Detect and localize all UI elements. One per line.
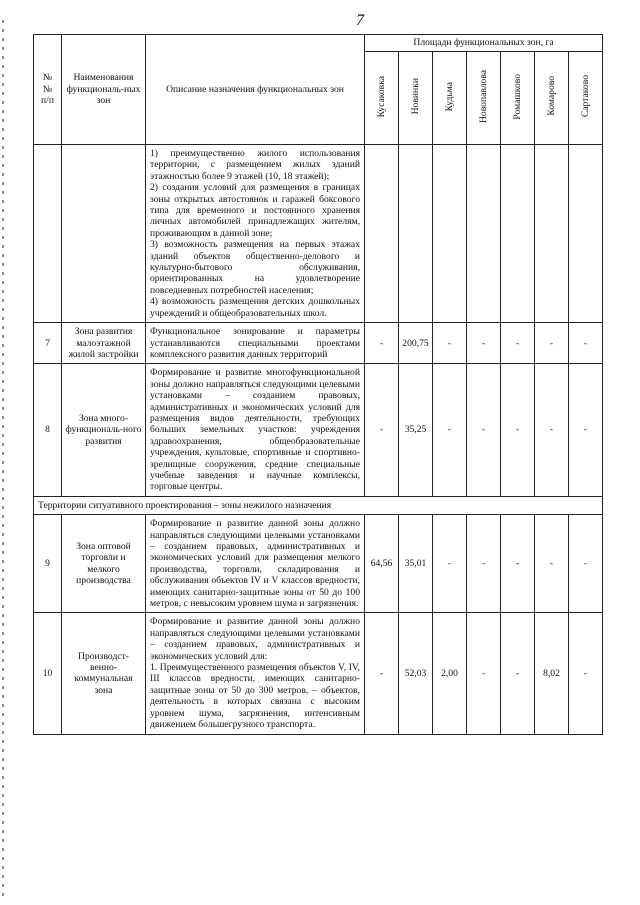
margin-mark <box>2 371 4 374</box>
area-value <box>399 145 433 323</box>
area-value: - <box>569 613 603 734</box>
settlement-label: Комарово <box>545 76 557 117</box>
area-value: - <box>501 515 535 613</box>
margin-mark <box>2 515 4 518</box>
margin-mark <box>2 731 4 734</box>
margin-mark <box>2 101 4 104</box>
settlement-label: Кусаковка <box>375 75 387 117</box>
margin-mark <box>2 533 4 536</box>
row-number: 9 <box>34 515 62 613</box>
margin-mark <box>2 308 4 311</box>
table-row <box>34 613 603 734</box>
margin-mark <box>2 587 4 590</box>
header-settlement <box>467 52 501 145</box>
margin-mark <box>2 758 4 761</box>
area-value <box>365 145 399 323</box>
margin-mark <box>2 461 4 464</box>
area-value: - <box>433 515 467 613</box>
header-settlement <box>399 52 433 145</box>
margin-mark <box>2 893 4 896</box>
margin-mark <box>2 443 4 446</box>
area-value: - <box>501 613 535 734</box>
margin-mark <box>2 605 4 608</box>
area-value: - <box>535 323 569 364</box>
zone-description: Функциональное зонирование и параметры устанавливаются специальными проектами комплексного развития данных территорий <box>146 323 365 364</box>
zone-description: Формирование и развитие данной зоны должно направляться следующими целевыми установками – созданием правовых, административных и экономических условий для размещения мелкого производства, торговли, складирования и обслуживания объектов IV и V классов вредности, имеющих санитарно-защитные зоны от 50 до 100 метров, с невысоким уровнем шума и загрязнения. <box>146 515 365 613</box>
margin-mark <box>2 146 4 149</box>
area-value: - <box>569 515 603 613</box>
zone-description: 1) преимущественно жилого использования территории, с размещением жилых зданий этажностью более 9 этажей (10, 18 этажей); 2) создания условий для размещения в границах зоны открытых автостоянок и гаражей боксового типа для временного и постоянного хранения личных автомобилей принадлежащих жителям, проживающим в данной зоне; 3) возможность размещения на первых этажах зданий объектов общественно-делового и культурно-бытового обслуживания, ориентированных на удовлетворение повседневных потребностей населения; 4) возможность размещения детских дошкольных учреждений и общеобразовательных школ. <box>146 145 365 323</box>
margin-mark <box>2 407 4 410</box>
margin-mark <box>2 524 4 527</box>
area-value: 2,00 <box>433 613 467 734</box>
area-value: - <box>535 515 569 613</box>
margin-mark <box>2 677 4 680</box>
margin-mark <box>2 812 4 815</box>
margin-mark <box>2 794 4 797</box>
margin-mark <box>2 20 4 23</box>
zone-name: Производст-венно-коммунальная зона <box>62 613 146 734</box>
margin-mark <box>2 173 4 176</box>
area-value <box>501 145 535 323</box>
margin-mark <box>2 569 4 572</box>
margin-mark <box>2 650 4 653</box>
margin-mark <box>2 272 4 275</box>
margin-mark <box>2 92 4 95</box>
margin-mark <box>2 398 4 401</box>
margin-mark <box>2 497 4 500</box>
scan-margin-marks <box>2 0 6 905</box>
area-value: 35,25 <box>399 364 433 496</box>
zone-name: Зона оптовой торговли и мелкого производства <box>62 515 146 613</box>
area-value: - <box>467 613 501 734</box>
row-number: 8 <box>34 364 62 496</box>
area-value <box>535 145 569 323</box>
margin-mark <box>2 623 4 626</box>
area-value: - <box>433 323 467 364</box>
margin-mark <box>2 182 4 185</box>
margin-mark <box>2 470 4 473</box>
margin-mark <box>2 281 4 284</box>
margin-mark <box>2 857 4 860</box>
area-value: 35,01 <box>399 515 433 613</box>
margin-mark <box>2 425 4 428</box>
header-areas: Площади функциональных зон, га <box>365 35 603 52</box>
header-description: Описание назначения функциональных зон <box>146 35 365 145</box>
margin-mark <box>2 218 4 221</box>
margin-mark <box>2 821 4 824</box>
row-number <box>34 145 62 323</box>
margin-mark <box>2 875 4 878</box>
area-value: 200,75 <box>399 323 433 364</box>
area-value: - <box>535 364 569 496</box>
margin-mark <box>2 596 4 599</box>
margin-mark <box>2 551 4 554</box>
area-value: - <box>365 364 399 496</box>
margin-mark <box>2 335 4 338</box>
margin-mark <box>2 542 4 545</box>
margin-mark <box>2 317 4 320</box>
margin-mark <box>2 191 4 194</box>
margin-mark <box>2 632 4 635</box>
area-value <box>467 145 501 323</box>
margin-mark <box>2 686 4 689</box>
margin-mark <box>2 641 4 644</box>
margin-mark <box>2 200 4 203</box>
area-value: - <box>467 364 501 496</box>
area-value: 52,03 <box>399 613 433 734</box>
header-row <box>34 35 603 52</box>
table-row <box>34 323 603 364</box>
margin-mark <box>2 479 4 482</box>
settlement-label: Сартаково <box>579 75 591 118</box>
margin-mark <box>2 668 4 671</box>
margin-mark <box>2 722 4 725</box>
margin-mark <box>2 47 4 50</box>
margin-mark <box>2 488 4 491</box>
area-value: - <box>501 364 535 496</box>
header-settlement <box>569 52 603 145</box>
area-value <box>569 145 603 323</box>
margin-mark <box>2 254 4 257</box>
margin-mark <box>2 380 4 383</box>
margin-mark <box>2 290 4 293</box>
area-value: - <box>569 364 603 496</box>
zones-table <box>33 34 603 735</box>
header-settlement <box>535 52 569 145</box>
page-number: 7 <box>356 12 364 29</box>
margin-mark <box>2 578 4 581</box>
margin-mark <box>2 74 4 77</box>
margin-mark <box>2 245 4 248</box>
margin-mark <box>2 866 4 869</box>
area-value: - <box>501 323 535 364</box>
header-num: № № п/п <box>34 35 62 145</box>
margin-mark <box>2 128 4 131</box>
area-value: - <box>365 613 399 734</box>
margin-mark <box>2 155 4 158</box>
area-value: 64,56 <box>365 515 399 613</box>
margin-mark <box>2 560 4 563</box>
margin-mark <box>2 803 4 806</box>
margin-mark <box>2 29 4 32</box>
margin-mark <box>2 65 4 68</box>
area-value <box>433 145 467 323</box>
settlement-label: Новопавлова <box>477 69 489 123</box>
margin-mark <box>2 506 4 509</box>
margin-mark <box>2 83 4 86</box>
margin-mark <box>2 704 4 707</box>
table-row <box>34 145 603 323</box>
margin-mark <box>2 884 4 887</box>
area-value: - <box>569 323 603 364</box>
margin-mark <box>2 830 4 833</box>
settlement-label: Ромашково <box>511 73 523 120</box>
margin-mark <box>2 353 4 356</box>
margin-mark <box>2 740 4 743</box>
margin-mark <box>2 659 4 662</box>
margin-mark <box>2 263 4 266</box>
margin-mark <box>2 110 4 113</box>
row-number: 10 <box>34 613 62 734</box>
header-settlement <box>365 52 399 145</box>
margin-mark <box>2 785 4 788</box>
row-number: 7 <box>34 323 62 364</box>
zone-name: Зона развития малоэтажной жилой застройки <box>62 323 146 364</box>
margin-mark <box>2 326 4 329</box>
section-row <box>34 496 603 514</box>
margin-mark <box>2 848 4 851</box>
margin-mark <box>2 767 4 770</box>
margin-mark <box>2 299 4 302</box>
margin-mark <box>2 749 4 752</box>
margin-mark <box>2 695 4 698</box>
margin-mark <box>2 389 4 392</box>
margin-mark <box>2 227 4 230</box>
zone-description: Формирование и развитие многофункциональной зоны должно направляться следующими целевыми установками – созданием правовых, административных и экономических условий для размещения видов деятельности, требующих больших земельных участков: учреждения здравоохранения, общеобразовательные учреждения, культовые, спортивные и спортивно-зрелищные сооружения, средние специальные учебные заведения и научные комплексы, торговые центры. <box>146 364 365 496</box>
header-zone-name: Наименования функциональ-ных зон <box>62 35 146 145</box>
zone-description: Формирование и развитие данной зоны должно направляться следующими целевыми установками – созданием правовых, административных и экономических условий для: 1. Преимущественного размещения объектов V, IV, III классов вредности, имеющих санитарно-защитные зоны от 50 до 300 метров, – объектов, деятельность в которых связана с высоким уровнем шума, загрязнения, интенсивным движением большегрузного транспорта. <box>146 613 365 734</box>
margin-mark <box>2 416 4 419</box>
table-row <box>34 364 603 496</box>
header-settlement <box>501 52 535 145</box>
margin-mark <box>2 452 4 455</box>
area-value: - <box>467 323 501 364</box>
margin-mark <box>2 713 4 716</box>
margin-mark <box>2 119 4 122</box>
settlement-label: Новинки <box>409 78 421 115</box>
header-settlement <box>433 52 467 145</box>
zone-name <box>62 145 146 323</box>
margin-mark <box>2 56 4 59</box>
settlement-label: Кудьма <box>443 81 455 111</box>
margin-mark <box>2 38 4 41</box>
margin-mark <box>2 614 4 617</box>
area-value: - <box>433 364 467 496</box>
area-value: - <box>365 323 399 364</box>
margin-mark <box>2 434 4 437</box>
area-value: - <box>467 515 501 613</box>
margin-mark <box>2 137 4 140</box>
zone-name: Зона много-функциональ-ного развития <box>62 364 146 496</box>
margin-mark <box>2 344 4 347</box>
area-value: 8,02 <box>535 613 569 734</box>
margin-mark <box>2 776 4 779</box>
margin-mark <box>2 362 4 365</box>
margin-mark <box>2 236 4 239</box>
margin-mark <box>2 164 4 167</box>
margin-mark <box>2 209 4 212</box>
section-title: Территории ситуативного проектирования – зоны нежилого назначения <box>34 496 603 514</box>
margin-mark <box>2 839 4 842</box>
table-row <box>34 515 603 613</box>
